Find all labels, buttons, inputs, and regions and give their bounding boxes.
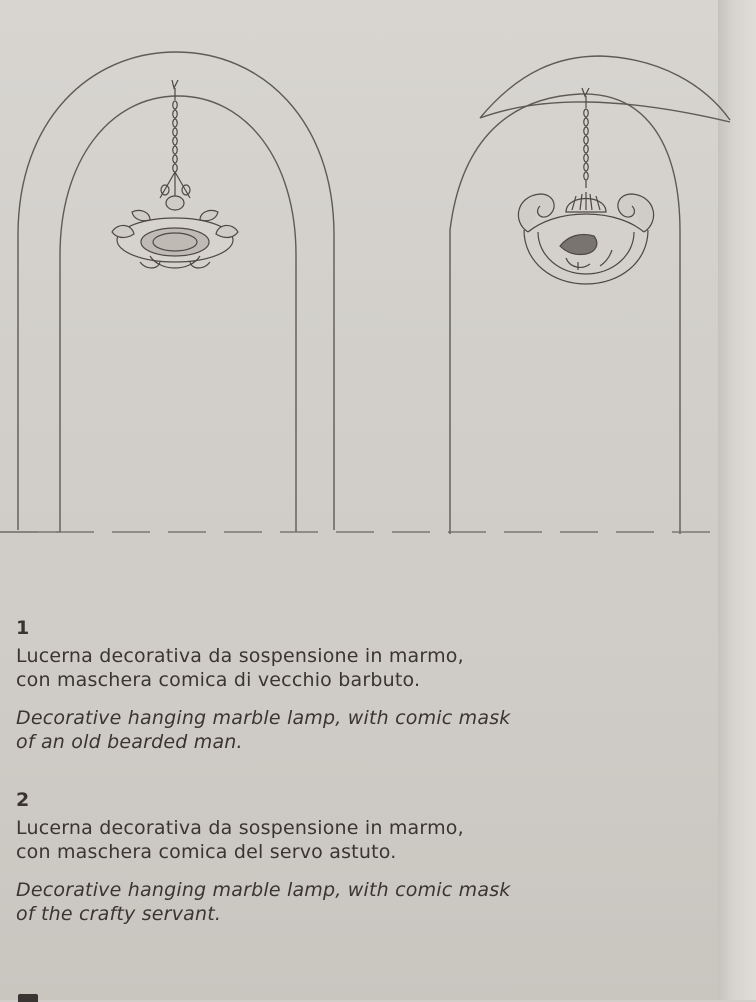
- caption-english-line: Decorative hanging marble lamp, with comic mask: [16, 879, 511, 901]
- caption-italian-line: con maschera comica di vecchio barbuto.: [16, 669, 421, 691]
- caption-2: [16, 788, 656, 926]
- caption-english-line: of the crafty servant.: [16, 903, 222, 925]
- left-arch-outer: [18, 52, 334, 530]
- caption-italian: [16, 816, 656, 864]
- caption-italian-line: con maschera comica del servo astuto.: [16, 841, 397, 863]
- lamp-2-drawing: [518, 88, 653, 284]
- lamp-1-chain: [173, 101, 177, 172]
- caption-italian: [16, 644, 656, 692]
- caption-number: 1: [16, 617, 30, 639]
- caption-english-line: Decorative hanging marble lamp, with comic mask: [16, 707, 511, 729]
- caption-1: [16, 616, 656, 754]
- next-caption-number-partial: [18, 994, 38, 1002]
- right-arch-inner: [450, 94, 680, 534]
- caption-english: [16, 706, 656, 754]
- caption-number: 2: [16, 789, 30, 811]
- caption-english-line: of an old bearded man.: [16, 731, 243, 753]
- left-arch-inner: [60, 96, 296, 532]
- lamp-2-chain: [584, 109, 588, 180]
- right-arch-band: [480, 102, 730, 122]
- caption-english: [16, 878, 656, 926]
- captions-block: [16, 616, 656, 960]
- caption-italian-line: Lucerna decorativa da sospensione in marmo,: [16, 817, 464, 839]
- caption-italian-line: Lucerna decorativa da sospensione in marmo,: [16, 645, 464, 667]
